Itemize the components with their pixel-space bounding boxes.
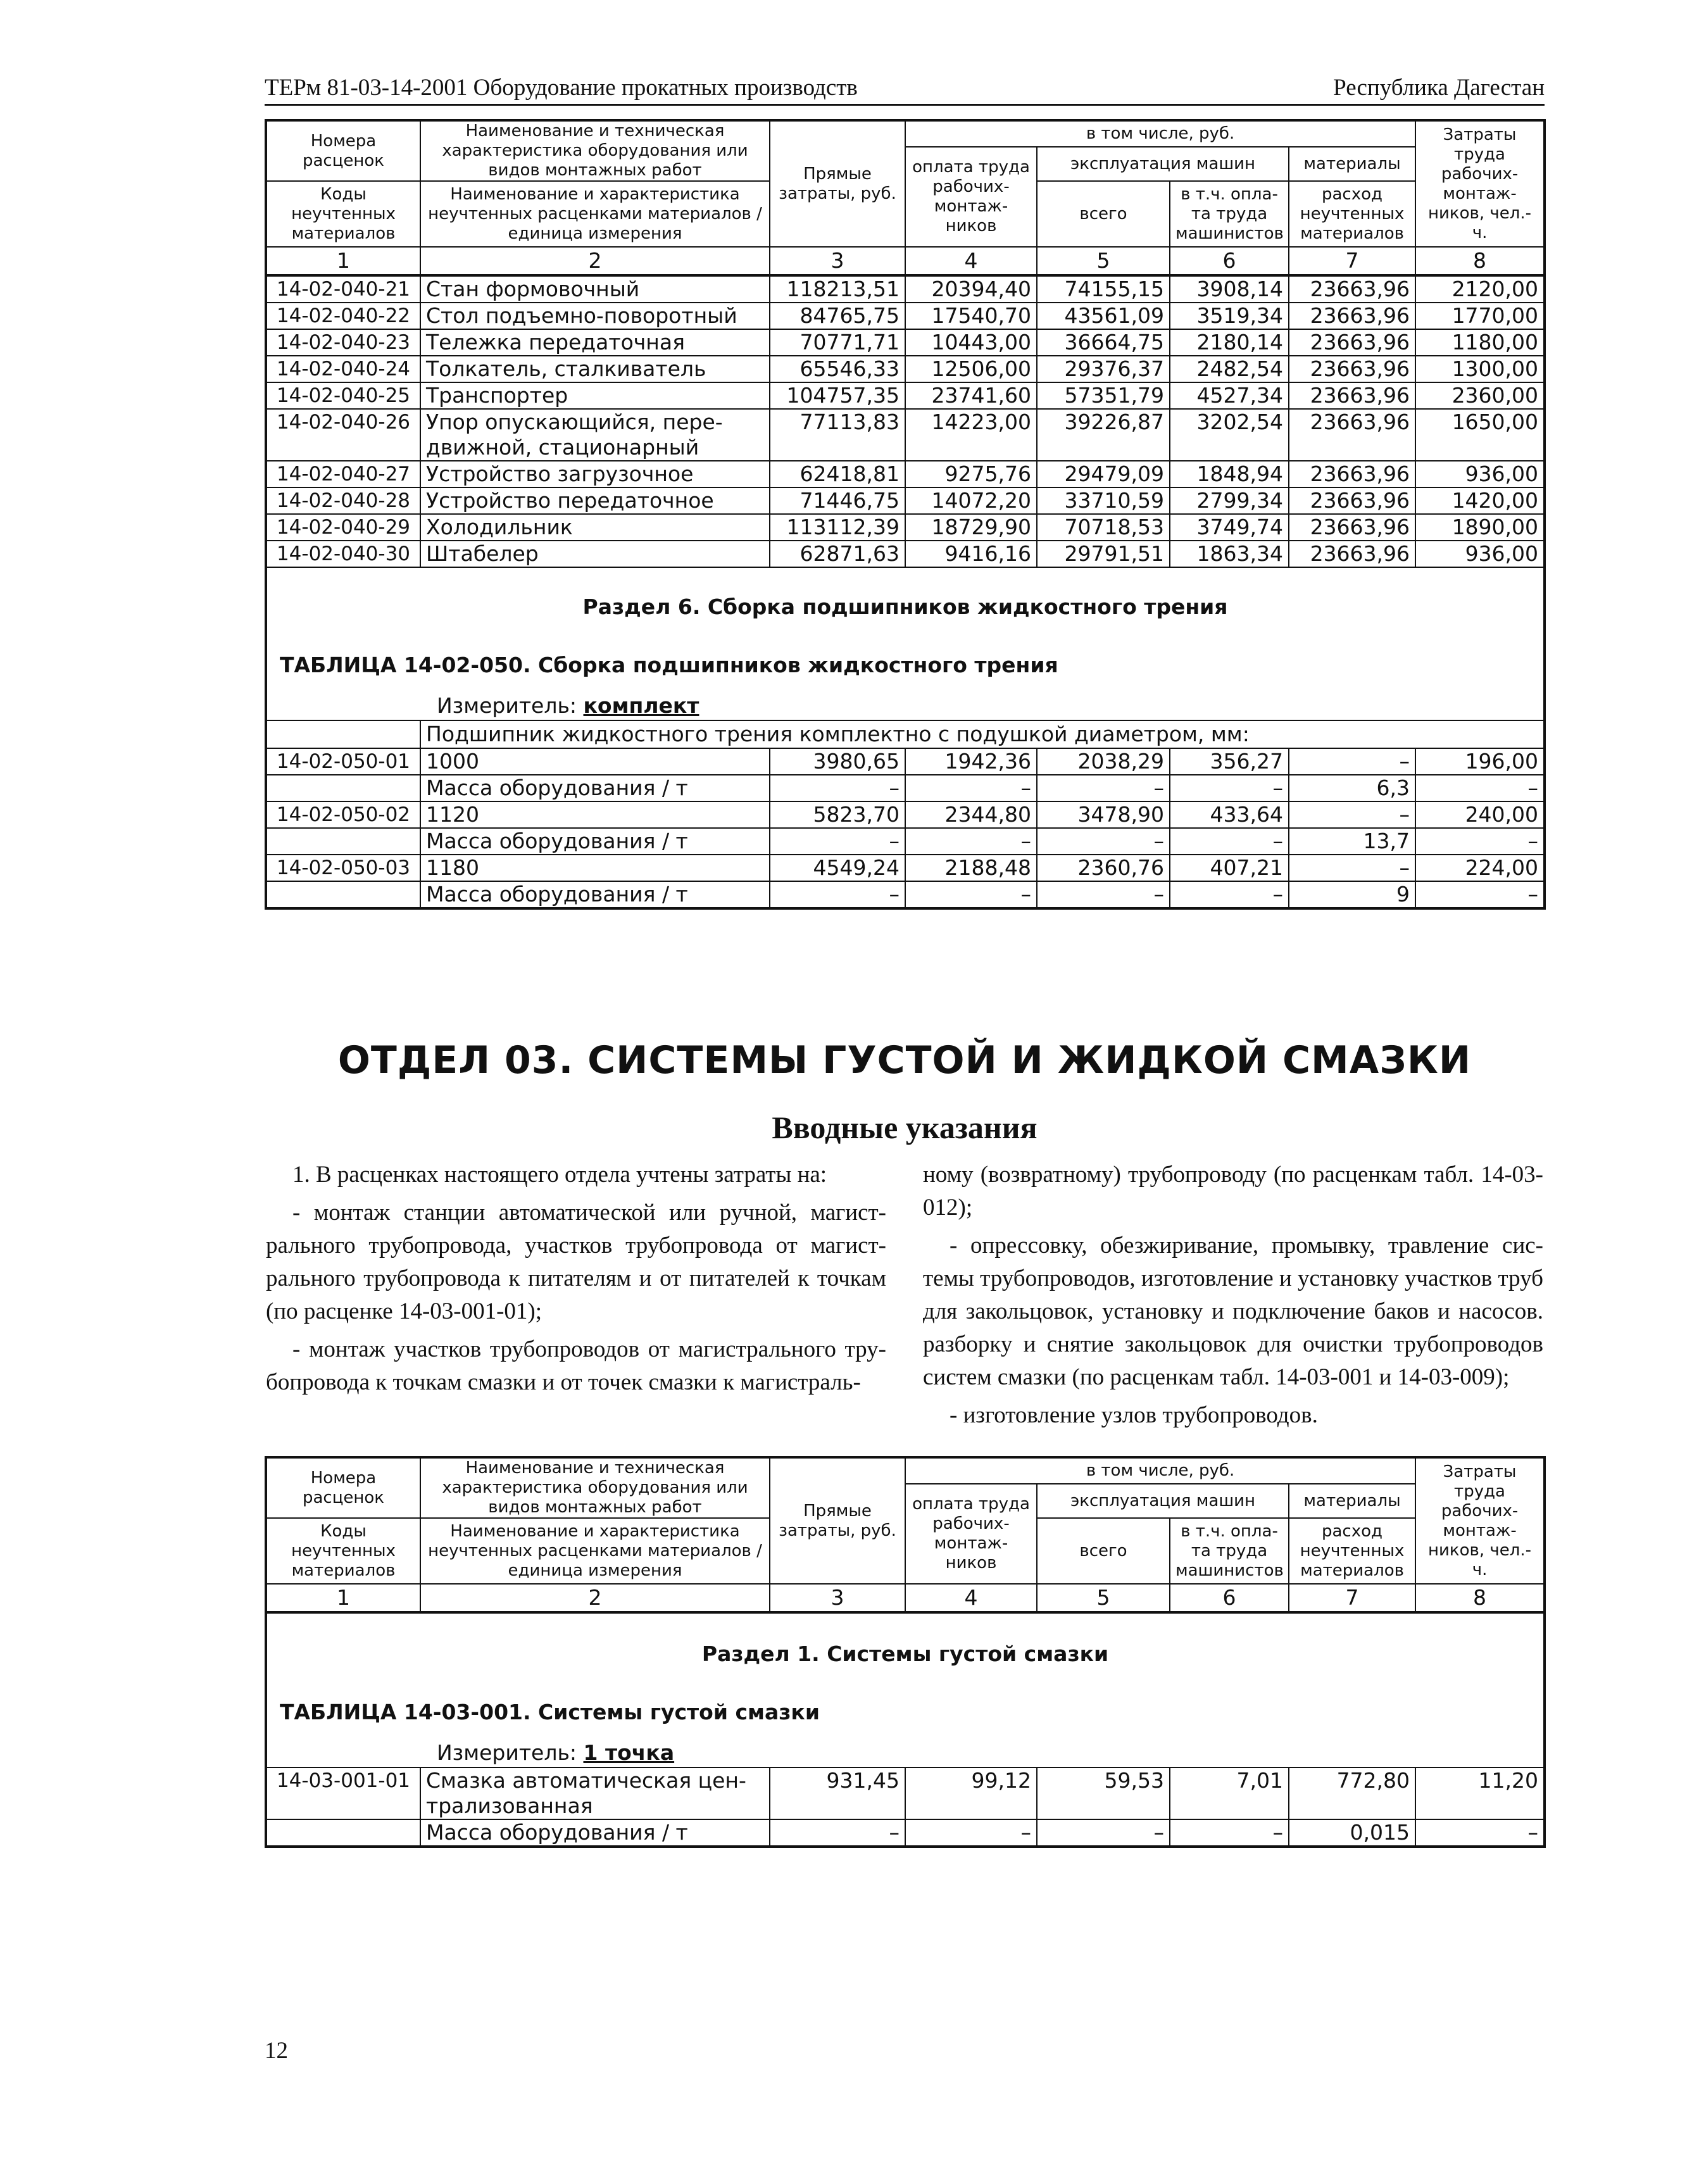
col-num: 2 [420, 1584, 770, 1612]
materials-cost: 23663,96 [1289, 303, 1415, 329]
table-row [266, 541, 1545, 567]
labor-dash: – [1415, 1819, 1545, 1847]
machinist-wages: 3519,34 [1170, 303, 1289, 329]
rate-name: Стол подъемно-поворотный [420, 303, 770, 329]
wages-dash: – [905, 828, 1037, 855]
labor-hours: 1890,00 [1415, 514, 1545, 541]
wages-cost: 12506,00 [905, 356, 1037, 382]
wages-cost: 10443,00 [905, 329, 1037, 356]
machines-cost: 70718,53 [1037, 514, 1170, 541]
measure-unit-line-row [266, 692, 1545, 720]
rate-code: 14-02-040-25 [266, 382, 420, 409]
table-row [266, 855, 1545, 881]
col-head-materials: материалы [1289, 147, 1415, 181]
wages-cost: 18729,90 [905, 514, 1037, 541]
labor-hours: 2360,00 [1415, 382, 1545, 409]
direct-cost: 113112,39 [770, 514, 905, 541]
rate-name: 1000 [420, 748, 770, 775]
wages-cost: 2188,48 [905, 855, 1037, 881]
labor-dash: – [1415, 881, 1545, 908]
col-num: 5 [1037, 1584, 1170, 1612]
labor-hours: 1180,00 [1415, 329, 1545, 356]
machines-dash: – [1037, 775, 1170, 801]
intro-column-left [266, 1158, 886, 1437]
measure-unit-line [266, 692, 1545, 720]
col-num: 1 [266, 1584, 420, 1612]
labor-hours: 1420,00 [1415, 487, 1545, 514]
section-title-row [266, 567, 1545, 639]
materials-cost: 772,80 [1289, 1767, 1415, 1819]
mass-row [266, 775, 1545, 801]
machines-cost: 3478,90 [1037, 801, 1170, 828]
wages-cost: 1942,36 [905, 748, 1037, 775]
col-head-including: в том числе, руб. [905, 120, 1415, 147]
materials-cost: 23663,96 [1289, 356, 1415, 382]
rate-name: Штабелер [420, 541, 770, 567]
machines-cost: 57351,79 [1037, 382, 1170, 409]
labor-hours: 936,00 [1415, 461, 1545, 487]
table-row [266, 356, 1545, 382]
rate-code: 14-02-050-01 [266, 748, 420, 775]
machinist-wages: 407,21 [1170, 855, 1289, 881]
wages-cost: 14072,20 [905, 487, 1037, 514]
division-title: ОТДЕЛ 03. СИСТЕМЫ ГУСТОЙ И ЖИДКОЙ СМАЗКИ [337, 1038, 1472, 1083]
rate-name: Толкатель, сталкиватель [420, 356, 770, 382]
mass-label: Масса оборудования / т [420, 775, 770, 801]
wages-cost: 2344,80 [905, 801, 1037, 828]
direct-cost: 931,45 [770, 1767, 905, 1819]
col-num: 1 [266, 247, 420, 275]
rate-code: 14-02-040-24 [266, 356, 420, 382]
table-row [266, 748, 1545, 775]
table-row [266, 1767, 1545, 1819]
col-head-materials: материалы [1289, 1484, 1415, 1518]
col-num: 4 [905, 247, 1037, 275]
rate-name: Транспортер [420, 382, 770, 409]
mass-value: 0,015 [1289, 1819, 1415, 1847]
direct-dash: – [770, 881, 905, 908]
rate-code-empty [266, 881, 420, 908]
labor-dash: – [1415, 828, 1545, 855]
rate-code: 14-02-040-21 [266, 275, 420, 303]
rate-code-empty [266, 775, 420, 801]
direct-cost: 3980,65 [770, 748, 905, 775]
wages-dash: – [905, 881, 1037, 908]
col-head-machines-total: всего [1037, 1518, 1170, 1584]
labor-hours: 240,00 [1415, 801, 1545, 828]
measure-label: Измеритель: [437, 693, 577, 718]
machines-cost: 43561,09 [1037, 303, 1170, 329]
machines-dash: – [1037, 1819, 1170, 1847]
machinist-wages: 2799,34 [1170, 487, 1289, 514]
col-head-labor: Затраты труда рабочих-монтаж-ников, чел.-ч. [1415, 120, 1545, 247]
col-num: 2 [420, 247, 770, 275]
intro-column-right [923, 1158, 1543, 1437]
labor-hours: 1300,00 [1415, 356, 1545, 382]
intro-text [266, 1158, 1543, 1437]
machinist-wages: 3749,74 [1170, 514, 1289, 541]
machines-dash: – [1037, 881, 1170, 908]
intro-paragraph: - монтаж станции автоматической или ручной, магист-рального трубопровода, участков трубопровода от магист-рального трубопровода к питателям и от питателей к точкам (по расценке 14-03-001-01); [266, 1200, 886, 1324]
running-header [265, 63, 1545, 106]
machines-cost: 74155,15 [1037, 275, 1170, 303]
machinist-dash: – [1170, 775, 1289, 801]
materials-cost: 23663,96 [1289, 329, 1415, 356]
col-num: 7 [1289, 1584, 1415, 1612]
intro-paragraph: ному (возвратному) трубопроводу (по расценкам табл. 14-03-012); [923, 1162, 1543, 1221]
intro-paragraph: - опрессовку, обезжиривание, промывку, травление сис-темы трубопроводов, изготовление и установку участков труб для закольцовок, установку и подключение баков и насосов. разборку и снятие закольцовок для очистки трубопроводов систем смазки (по расценкам табл. 14-03-001 и 14-03-009); [923, 1233, 1543, 1390]
col-num: 8 [1415, 247, 1545, 275]
col-num: 5 [1037, 247, 1170, 275]
col-num: 6 [1170, 1584, 1289, 1612]
table-row [266, 303, 1545, 329]
measure-unit: 1 точка [583, 1740, 675, 1765]
rate-name: 1120 [420, 801, 770, 828]
table-title-row [266, 639, 1545, 692]
col-num: 3 [770, 247, 905, 275]
col-num: 3 [770, 1584, 905, 1612]
rate-name: 1180 [420, 855, 770, 881]
machinist-wages: 7,01 [1170, 1767, 1289, 1819]
col-head-material-codes: Коды неучтенных материалов [266, 181, 420, 247]
direct-dash: – [770, 828, 905, 855]
col-head-direct: Прямые затраты, руб. [770, 120, 905, 247]
direct-cost: 70771,71 [770, 329, 905, 356]
measure-unit: комплект [583, 693, 699, 718]
col-head-labor: Затраты труда рабочих-монтаж-ников, чел.-ч. [1415, 1457, 1545, 1584]
machines-cost: 2360,76 [1037, 855, 1170, 881]
intro-paragraph: - монтаж участков трубопроводов от магистрального тру-бопровода к точкам смазки и от точек смазки к магистраль- [266, 1336, 886, 1395]
labor-dash: – [1415, 775, 1545, 801]
wages-dash: – [905, 1819, 1037, 1847]
rate-code: 14-02-040-29 [266, 514, 420, 541]
table-row [266, 487, 1545, 514]
table-row [266, 514, 1545, 541]
direct-cost: 77113,83 [770, 409, 905, 461]
col-head-name: Наименование и техническая характеристика оборудования или видов монтажных работ [420, 1457, 770, 1518]
materials-cost: 23663,96 [1289, 461, 1415, 487]
group-header-row [266, 720, 1545, 748]
direct-cost: 5823,70 [770, 801, 905, 828]
machinist-wages: 3202,54 [1170, 409, 1289, 461]
machinist-wages: 4527,34 [1170, 382, 1289, 409]
rate-code: 14-03-001-01 [266, 1767, 420, 1819]
table-row [266, 382, 1545, 409]
direct-cost: 65546,33 [770, 356, 905, 382]
rate-code-empty [266, 1819, 420, 1847]
rate-code: 14-02-050-03 [266, 855, 420, 881]
materials-cost: 23663,96 [1289, 514, 1415, 541]
wages-cost: 23741,60 [905, 382, 1037, 409]
table-row [266, 275, 1545, 303]
rate-name: Смазка автоматическая цен-трализованная [420, 1767, 770, 1819]
machinist-wages: 356,27 [1170, 748, 1289, 775]
rate-code: 14-02-050-02 [266, 801, 420, 828]
measure-label: Измеритель: [437, 1740, 577, 1765]
wages-cost: 99,12 [905, 1767, 1037, 1819]
col-head-wages: оплата труда рабочих-монтаж-ников [905, 147, 1037, 247]
table-title-row [266, 1686, 1545, 1739]
intro-heading: Вводные указания [772, 1110, 1038, 1145]
materials-cost: 23663,96 [1289, 541, 1415, 567]
rate-name: Упор опускающийся, пере-движной, стационарный [420, 409, 770, 461]
col-head-material-names: Наименование и характеристика неучтенных расценками материалов / единица измерения [420, 181, 770, 247]
mass-label: Масса оборудования / т [420, 1819, 770, 1847]
materials-cost: – [1289, 801, 1415, 828]
mass-value: 6,3 [1289, 775, 1415, 801]
col-head-codes: Номера расценок [266, 120, 420, 181]
rate-name: Стан формовочный [420, 275, 770, 303]
rate-name: Устройство передаточное [420, 487, 770, 514]
materials-cost: 23663,96 [1289, 382, 1415, 409]
machines-dash: – [1037, 828, 1170, 855]
direct-cost: 84765,75 [770, 303, 905, 329]
table-row [266, 461, 1545, 487]
col-head-machines: эксплуатация машин [1037, 147, 1289, 181]
page-number: 12 [265, 2038, 288, 2064]
rate-code: 14-02-040-22 [266, 303, 420, 329]
machines-cost: 36664,75 [1037, 329, 1170, 356]
labor-hours: 196,00 [1415, 748, 1545, 775]
header-region: Республика Дагестан [1333, 75, 1545, 101]
machinist-dash: – [1170, 881, 1289, 908]
machinist-wages: 2180,14 [1170, 329, 1289, 356]
direct-cost: 104757,35 [770, 382, 905, 409]
table-title: ТАБЛИЦА 14-02-050. Сборка подшипников жидкостного трения [266, 639, 1545, 692]
labor-hours: 1770,00 [1415, 303, 1545, 329]
col-head-machines: эксплуатация машин [1037, 1484, 1289, 1518]
col-num: 4 [905, 1584, 1037, 1612]
rate-code-empty [266, 828, 420, 855]
direct-cost: 71446,75 [770, 487, 905, 514]
col-head-material-codes: Коды неучтенных материалов [266, 1518, 420, 1584]
direct-cost: 62418,81 [770, 461, 905, 487]
measure-unit-line-row [266, 1739, 1545, 1767]
intro-paragraph: 1. В расценках настоящего отдела учтены затраты на: [292, 1162, 827, 1188]
intro-paragraph: - изготовление узлов трубопроводов. [950, 1402, 1318, 1428]
materials-cost: – [1289, 748, 1415, 775]
wages-cost: 9275,76 [905, 461, 1037, 487]
wages-dash: – [905, 775, 1037, 801]
rate-code: 14-02-040-23 [266, 329, 420, 356]
measure-unit-line [266, 1739, 1545, 1767]
machines-cost: 59,53 [1037, 1767, 1170, 1819]
col-head-material-use: расход неучтенных материалов [1289, 181, 1415, 247]
mass-row [266, 828, 1545, 855]
rate-code: 14-02-040-26 [266, 409, 420, 461]
table-row [266, 409, 1545, 461]
col-head-direct: Прямые затраты, руб. [770, 1457, 905, 1584]
col-num: 6 [1170, 247, 1289, 275]
machinist-dash: – [1170, 1819, 1289, 1847]
wages-cost: 14223,00 [905, 409, 1037, 461]
section-title-row [266, 1612, 1545, 1686]
machinist-wages: 3908,14 [1170, 275, 1289, 303]
section-title: Раздел 1. Системы густой смазки [266, 1612, 1545, 1686]
header-title: ТЕРм 81-03-14-2001 Оборудование прокатных производств [265, 75, 858, 101]
mass-label: Масса оборудования / т [420, 881, 770, 908]
machines-cost: 29479,09 [1037, 461, 1170, 487]
mass-value: 9 [1289, 881, 1415, 908]
labor-hours: 11,20 [1415, 1767, 1545, 1819]
machinist-wages: 433,64 [1170, 801, 1289, 828]
section-title: Раздел 6. Сборка подшипников жидкостного трения [266, 567, 1545, 639]
group-label: Подшипник жидкостного трения комплектно с подушкой диаметром, мм: [420, 720, 1545, 748]
mass-value: 13,7 [1289, 828, 1415, 855]
table-row [266, 801, 1545, 828]
table-row [266, 329, 1545, 356]
rate-name: Холодильник [420, 514, 770, 541]
rate-code: 14-02-040-30 [266, 541, 420, 567]
direct-cost: 4549,24 [770, 855, 905, 881]
machines-cost: 39226,87 [1037, 409, 1170, 461]
labor-hours: 224,00 [1415, 855, 1545, 881]
materials-cost: 23663,96 [1289, 275, 1415, 303]
machines-cost: 29791,51 [1037, 541, 1170, 567]
col-head-machinist-wages: в т.ч. опла-та труда машинистов [1170, 181, 1289, 247]
col-num: 7 [1289, 247, 1415, 275]
wages-cost: 20394,40 [905, 275, 1037, 303]
col-head-material-use: расход неучтенных материалов [1289, 1518, 1415, 1584]
materials-cost: 23663,96 [1289, 409, 1415, 461]
mass-label: Масса оборудования / т [420, 828, 770, 855]
mass-row [266, 881, 1545, 908]
direct-cost: 118213,51 [770, 275, 905, 303]
rate-code-empty [266, 720, 420, 748]
labor-hours: 2120,00 [1415, 275, 1545, 303]
labor-hours: 1650,00 [1415, 409, 1545, 461]
col-head-machines-total: всего [1037, 181, 1170, 247]
wages-cost: 17540,70 [905, 303, 1037, 329]
direct-dash: – [770, 775, 905, 801]
machinist-dash: – [1170, 828, 1289, 855]
rate-code: 14-02-040-27 [266, 461, 420, 487]
materials-cost: 23663,96 [1289, 487, 1415, 514]
machines-cost: 29376,37 [1037, 356, 1170, 382]
machines-cost: 33710,59 [1037, 487, 1170, 514]
direct-cost: 62871,63 [770, 541, 905, 567]
labor-hours: 936,00 [1415, 541, 1545, 567]
machines-cost: 2038,29 [1037, 748, 1170, 775]
col-num: 8 [1415, 1584, 1545, 1612]
machinist-wages: 2482,54 [1170, 356, 1289, 382]
col-head-codes: Номера расценок [266, 1457, 420, 1518]
col-head-name: Наименование и техническая характеристика оборудования или видов монтажных работ [420, 120, 770, 181]
rate-name: Тележка передаточная [420, 329, 770, 356]
col-head-including: в том числе, руб. [905, 1457, 1415, 1484]
table-title: ТАБЛИЦА 14-03-001. Системы густой смазки [266, 1686, 1545, 1739]
rates-table-2 [265, 1456, 1546, 1848]
col-head-machinist-wages: в т.ч. опла-та труда машинистов [1170, 1518, 1289, 1584]
mass-row [266, 1819, 1545, 1847]
col-head-material-names: Наименование и характеристика неучтенных расценками материалов / единица измерения [420, 1518, 770, 1584]
rates-table-1 [265, 119, 1546, 910]
machinist-wages: 1848,94 [1170, 461, 1289, 487]
wages-cost: 9416,16 [905, 541, 1037, 567]
rate-name: Устройство загрузочное [420, 461, 770, 487]
rate-code: 14-02-040-28 [266, 487, 420, 514]
machinist-wages: 1863,34 [1170, 541, 1289, 567]
direct-dash: – [770, 1819, 905, 1847]
materials-cost: – [1289, 855, 1415, 881]
col-head-wages: оплата труда рабочих-монтаж-ников [905, 1484, 1037, 1584]
